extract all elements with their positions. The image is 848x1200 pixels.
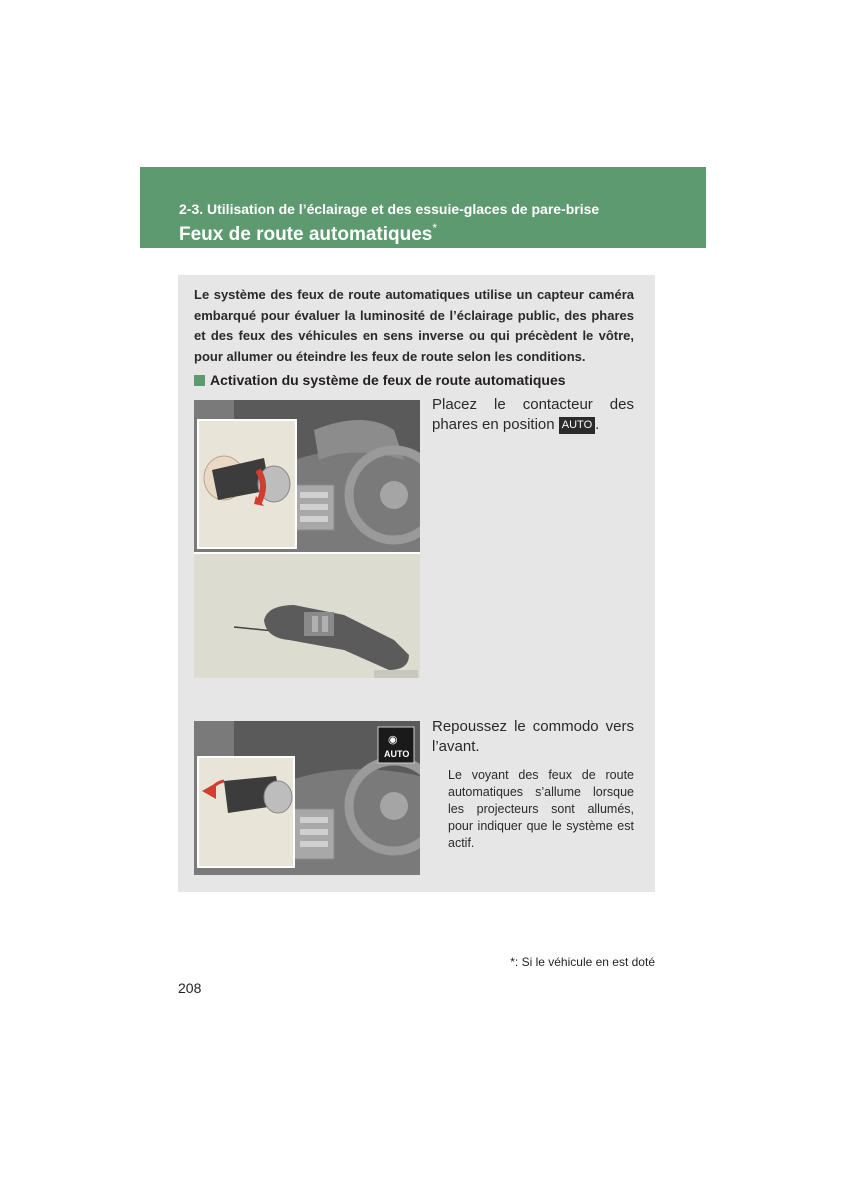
step-1-text-after: . (595, 416, 600, 433)
step-1-text-before: Placez le contacteur des phares en position (432, 396, 634, 433)
footnote: *: Si le véhicule en est doté (510, 955, 655, 969)
title-footnote-mark: * (432, 221, 438, 235)
step-2-illustration-svg (194, 721, 420, 875)
section-title: 2-3. Utilisation de l’éclairage et des essuie-glaces de pare-brise (179, 201, 600, 217)
chapter-header (140, 167, 706, 248)
step-2-text: Repoussez le commodo vers l’avant. (432, 718, 634, 755)
subsection-heading (194, 372, 566, 388)
step-2-illustration (194, 721, 420, 875)
step-1-illustration-svg (194, 400, 420, 678)
green-square-icon (194, 375, 205, 386)
subsection-text: Activation du système de feux de route automatiques (210, 372, 566, 388)
step-2-note: Le voyant des feux de route automatiques s’allume lorsque les projecteurs sont allumés, pour indiquer que le système est actif. (448, 768, 634, 850)
content-panel (178, 275, 655, 892)
step-1-text (432, 395, 634, 435)
auto-indicator-icon-label: AUTO (384, 749, 410, 759)
page-number: 208 (178, 980, 202, 996)
step-1-illustration (194, 400, 420, 678)
auto-position-badge: AUTO (559, 417, 595, 434)
intro-paragraph: Le système des feux de route automatiques utilise un capteur caméra embarqué pour évaluer la luminosité de l’éclairage public, des phares et des feux des véhicules en sens inverse ou qui précèdent le vôtre, pour allumer ou éteindre les feux de route selon les conditions. (194, 287, 634, 364)
page-title (179, 221, 437, 246)
high-beam-indicator-icon: ◉ (388, 734, 398, 746)
page-title-text: Feux de route automatiques (179, 224, 433, 245)
